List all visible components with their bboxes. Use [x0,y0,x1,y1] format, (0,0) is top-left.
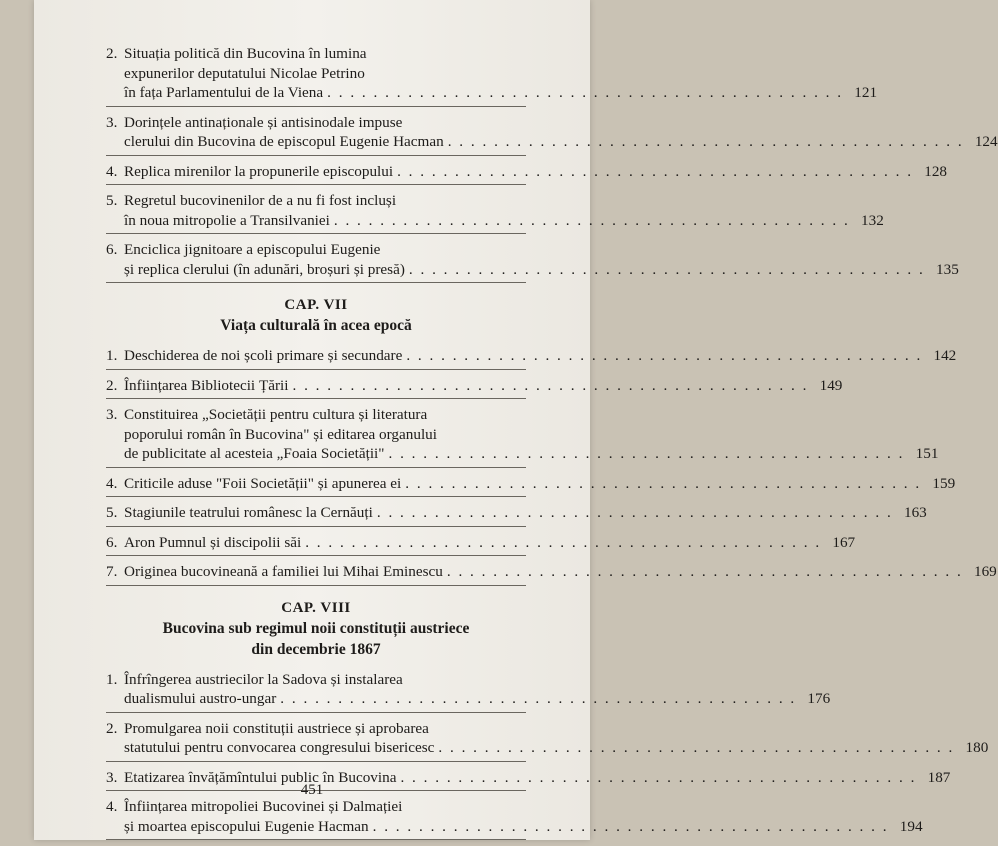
entry-number: 5. [106,504,118,521]
entry-text [124,346,956,366]
entry-line [124,719,988,739]
leader-dots [377,503,893,523]
entry-number: 2. [106,45,118,62]
toc-entry [106,797,923,836]
entry-rule [106,233,526,234]
entry-line [124,562,997,582]
leader-dots [447,562,963,582]
entry-rule [106,496,526,497]
entry-line-text: expunerilor deputatului Nicolae Petrino [124,64,365,82]
entry-line [124,474,955,494]
toc-entry [106,346,957,366]
entry-line-text: Înfrîngerea austriecilor la Sadova și instalarea [124,670,403,688]
entry-line-text: Aron Pumnul și discipolii săi [124,533,302,551]
toc-entry [106,562,997,582]
entry-line-text: dualismului austro-ungar [124,690,277,707]
entry-line [124,425,938,445]
toc-section [106,44,998,283]
entry-line-text: Dorințele antinaționale și antisinodale impuse [124,113,403,131]
leader-dots [280,689,796,709]
entry-number: 3. [106,768,118,786]
entry-rule [106,585,526,586]
entry-number: 4. [106,474,118,492]
entry-line-text: Regretul bucovinenilor de a nu fi fost incluși [124,192,397,209]
entry-line [124,260,959,280]
chapter-heading: CAP. VIII [281,599,351,616]
entry-page: 151 [915,445,939,462]
chapter-title: din decembrie 1867 [251,640,381,658]
entry-line-text: Enciclica jignitoare a episcopului Eugenie [124,241,381,258]
entry-page: 128 [924,162,947,180]
book-page [34,0,998,840]
entry-text [124,113,998,152]
toc-entry [106,113,998,152]
entry-line-text: Criticile aduse "Foii Societății" și apunerea ei [124,474,402,492]
entry-text [124,670,830,709]
entry-text [124,474,955,494]
entry-line [124,376,842,396]
toc-section [106,598,989,841]
entry-rule [106,398,526,399]
entry-number: 3. [106,406,118,423]
chapter-title: Viața culturală în acea epocă [220,317,412,334]
entry-number: 1. [106,347,118,364]
entry-rule [106,155,526,156]
entry-line-text: clerului din Bucovina de episcopul Eugenie Hacman [124,133,444,150]
entry-page: 163 [903,504,927,521]
entry-page: 169 [973,563,997,580]
entry-line [124,83,877,103]
entry-text [124,240,959,279]
entry-page: 159 [932,474,956,492]
entry-line-text: poporului român în Bucovina" și editarea organului [124,425,437,443]
chapter-heading: CAP. VII [284,297,348,313]
entry-line [124,162,947,182]
entry-line-text: statutului pentru convocarea congresului bisericesc [124,739,435,756]
leader-dots [327,83,843,103]
leader-dots [292,376,808,396]
toc-entry [106,376,843,396]
entry-page: 194 [899,817,923,835]
entry-line-text: Stagiunile teatrului românesc la Cernăuți [124,504,373,521]
entry-page: 121 [854,84,878,101]
entry-number: 5. [106,192,118,209]
entry-line-text: Promulgarea noii constituții austriece și aprobarea [124,719,429,737]
entry-line [124,113,998,133]
leader-dots [405,474,921,494]
entry-number: 4. [106,798,118,815]
entry-rule [106,467,526,468]
entry-page: 124 [974,133,998,150]
entry-rule [106,712,526,713]
entry-line [124,346,956,366]
entry-line [124,191,884,211]
entry-line [124,670,830,690]
entry-number: 1. [106,670,118,688]
entry-line-text: Constituirea „Societății pentru cultura și literatura [124,406,428,423]
leader-dots [305,533,821,553]
entry-text [124,44,877,103]
entry-number: 2. [106,719,118,737]
entry-page: 176 [807,690,831,707]
leader-dots [438,738,954,758]
entry-line [124,132,998,152]
entry-line-text: și moartea episcopului Eugenie Hacman [124,817,369,835]
entry-page: 135 [936,260,959,278]
toc-entry [106,405,939,464]
table-of-contents [106,44,998,846]
toc-entry [106,162,947,182]
entry-line [124,240,959,260]
entry-text [124,533,855,553]
leader-dots [409,260,925,280]
entry-text [124,191,884,230]
toc-entry [106,503,927,523]
leader-dots [406,346,922,366]
entry-page: 149 [819,376,843,394]
entry-number: 2. [106,376,118,394]
entry-text [124,376,842,396]
entry-line-text: în noua mitropolie a Transilvaniei [124,211,330,229]
toc-entry [106,533,856,553]
entry-text [124,797,923,836]
entry-line [124,444,938,464]
toc-section [106,295,997,586]
entry-text [124,405,938,464]
entry-line-text: în fața Parlamentului de la Viena [124,84,324,101]
entry-rule [106,839,526,840]
entry-line-text: Replica mirenilor la propunerile episcopului [124,162,394,180]
entry-rule [106,106,526,107]
toc-entry [106,474,956,494]
entry-page: 132 [861,211,884,229]
entry-line [124,689,830,709]
entry-number: 3. [106,113,118,131]
leader-dots [334,211,850,231]
entry-line [124,533,855,553]
entry-rule [106,526,526,527]
page-number: 451 [300,782,324,798]
entry-page: 167 [832,533,856,551]
entry-page: 187 [927,768,951,786]
entry-line-text: Înființarea Bibliotecii Țării [124,376,289,394]
toc-entry [106,44,878,103]
entry-line [124,503,927,523]
entry-number: 4. [106,162,118,180]
entry-line-text: Originea bucovineană a familiei lui Mihai Eminescu [124,563,443,580]
entry-rule [106,282,526,283]
entry-line [124,211,884,231]
toc-entry [106,670,831,709]
leader-dots [397,162,913,182]
entry-line-text: Situația politică din Bucovina în lumina [124,45,367,62]
entry-rule [106,761,526,762]
toc-entry [106,240,959,279]
leader-dots [373,817,889,837]
entry-line [124,738,988,758]
entry-line-text: Înființarea mitropoliei Bucovinei și Dalmației [124,798,403,815]
chapter-title: Bucovina sub regimul noii constituții austriece [162,619,470,637]
toc-entry [106,719,989,758]
leader-dots [388,444,904,464]
entry-rule [106,555,526,556]
entry-page: 142 [933,347,957,364]
entry-line-text: și replica clerului (în adunări, broșuri și presă) [124,260,405,278]
entry-number: 6. [106,533,118,551]
leader-dots [448,132,964,152]
entry-rule [106,369,526,370]
toc-entry [106,191,884,230]
entry-line [124,64,877,84]
entry-text [124,162,947,182]
entry-line-text: de publicitate al acesteia „Foaia Societății" [124,445,385,462]
entry-number: 7. [106,563,118,580]
entry-text [124,562,997,582]
entry-rule [106,184,526,185]
entry-line-text: Etatizarea învățămîntului public în Bucovina [124,768,397,786]
entry-text [124,503,927,523]
entry-line [124,405,938,425]
entry-text [124,719,988,758]
entry-line [124,44,877,64]
entry-line [124,817,923,837]
entry-page: 180 [965,739,989,756]
entry-number: 6. [106,241,118,258]
entry-line-text: Deschiderea de noi școli primare și secundare [124,347,403,364]
entry-line [124,797,923,817]
